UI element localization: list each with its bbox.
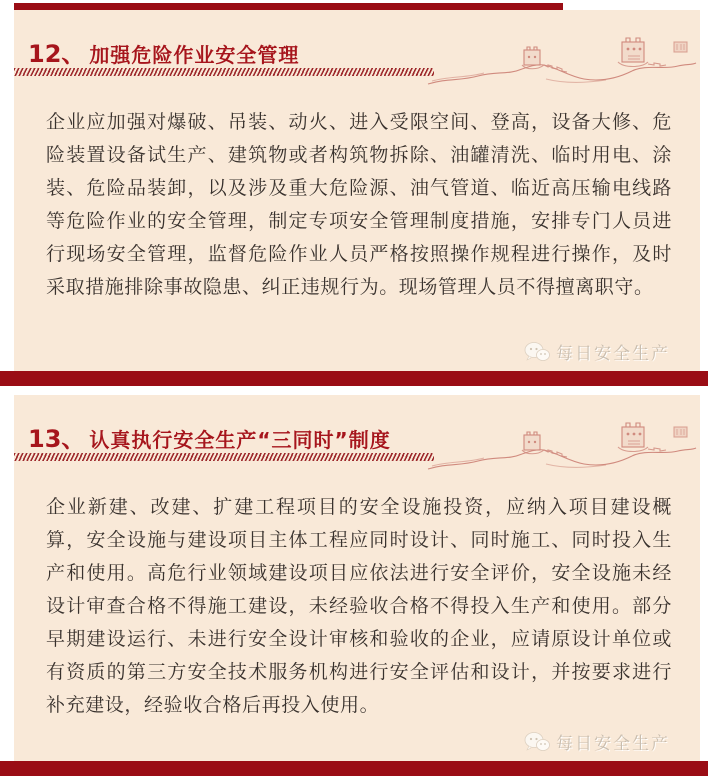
hatched-divider [14,68,434,76]
section-body-text: 企业应加强对爆破、吊装、动火、进入受限空间、登高，设备大修、危险装置设备试生产、建筑物或者构筑物拆除、油罐清洗、临时用电、涂装、危险品装卸，以及涉及重大危险源、油气管道、临近高压输电线路等危险作业的安全管理，制定专项安全管理制度措施，安排专门人员进行现场安全管理，监督危险作业人员严格按照操作规程进行操作，及时采取措施排除事故隐患、纠正违规行为。现场管理人员不得擅离职守。 [46,111,672,298]
top-accent-line [14,3,563,10]
section-12-panel [14,10,700,371]
great-wall-illustration [426,34,698,90]
section-number: 12、 [28,40,86,68]
section-title: 加强危险作业安全管理 [89,43,300,67]
section-title: 认真执行安全生产“三同时”制度 [89,428,391,452]
section-number: 13、 [28,425,86,453]
section-12-heading [28,34,420,69]
watermark [524,339,670,364]
great-wall-illustration [426,419,698,475]
section-separator-bar [0,371,708,386]
watermark-label: 每日安全生产 [556,734,670,754]
bottom-accent-bar [0,761,708,776]
wechat-logo-icon [524,341,550,363]
hatched-divider [14,453,434,461]
section-13-heading [28,419,420,454]
watermark [524,729,670,754]
section-body-text: 企业新建、改建、扩建工程项目的安全设施投资，应纳入项目建设概算，安全设施与建设项目主体工程应同时设计、同时施工、同时投入生产和使用。高危行业领域建设项目应依法进行安全评价，安全设施未经设计审查合格不得施工建设，未经验收合格不得投入生产和使用。部分早期建设运行、未进行安全设计审核和验收的企业，应请原设计单位或有资质的第三方安全技术服务机构进行安全评估和设计，并按要求进行补充建设，经验收合格后再投入使用。 [46,496,672,716]
watermark-label: 每日安全生产 [556,344,670,364]
wechat-logo-icon [524,731,550,753]
section-13-panel [14,395,700,761]
